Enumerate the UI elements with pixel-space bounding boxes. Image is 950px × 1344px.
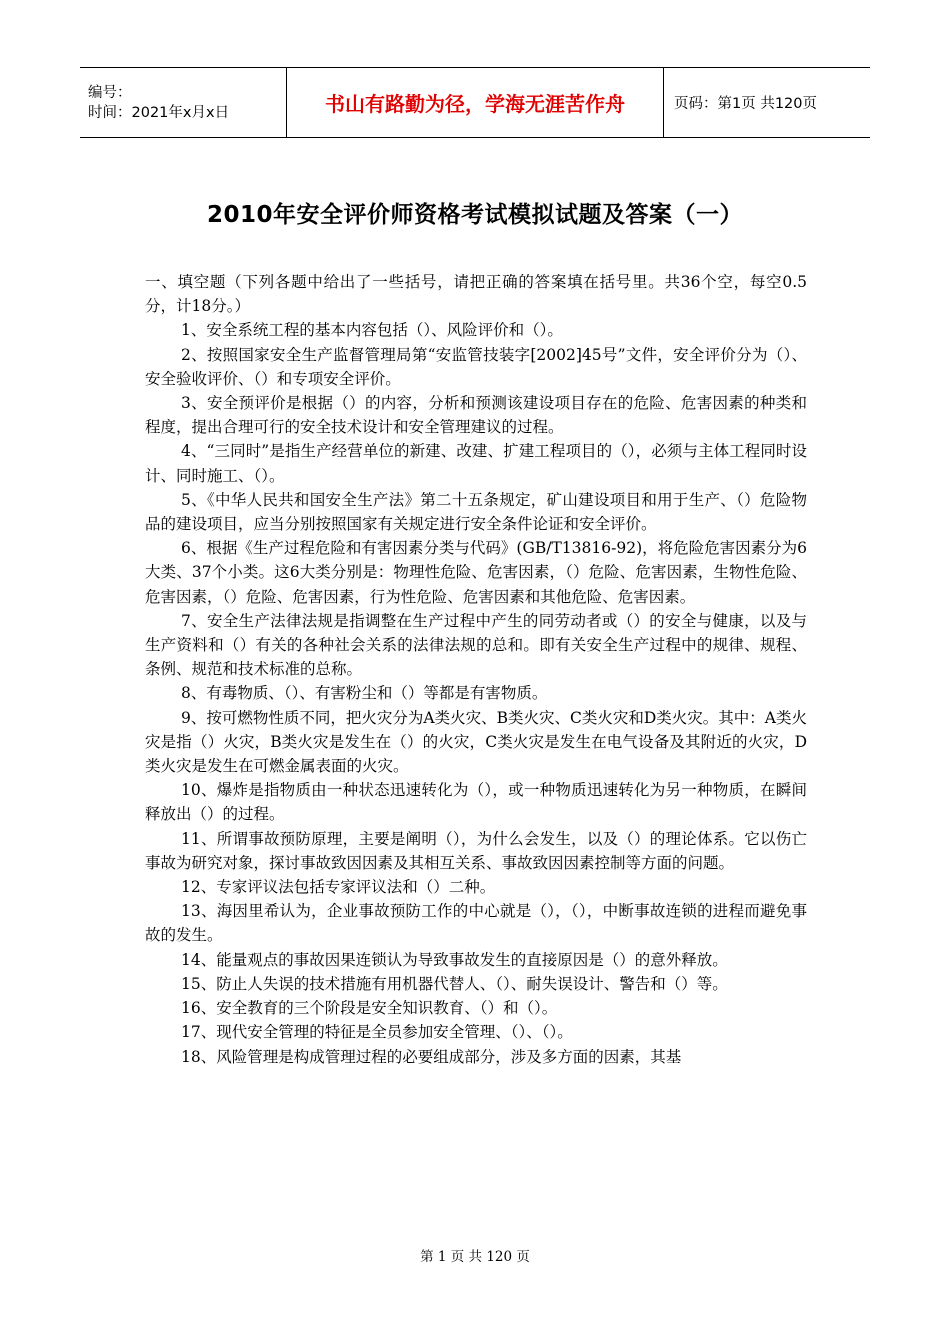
question-15: 15、防止人失误的技术措施有用机器代替人、（）、耐失误设计、警告和（）等。 bbox=[181, 974, 728, 993]
question-5: 5、《中华人民共和国安全生产法》第二十五条规定，矿山建设项目和用于生产、（）危险物品的建设项目，应当分别按照国家有关规定进行安全条件论证和安全评价。 bbox=[145, 490, 807, 534]
question-8: 8、有毒物质、（）、有害粉尘和（）等都是有害物质。 bbox=[181, 684, 548, 703]
question-4: 4、“三同时”是指生产经营单位的新建、改建、扩建工程项目的（），必须与主体工程同时设计、同时施工、（）。 bbox=[145, 442, 807, 485]
question-16: 16、安全教育的三个阶段是安全知识教育、（）和（）。 bbox=[181, 999, 558, 1018]
document-number-label: 编号： bbox=[88, 84, 132, 101]
document-body bbox=[145, 270, 807, 1069]
question-14: 14、能量观点的事故因果连锁认为导致事故发生的直接原因是（）的意外释放。 bbox=[181, 950, 728, 969]
document-date: 时间：2021年x月x日 bbox=[88, 104, 230, 121]
question-13: 13、海因里希认为，企业事故预防工作的中心就是（），（），中断事故连锁的进程而避免事故的发生。 bbox=[145, 902, 807, 945]
header-page-info: 页码：第1页 共120页 bbox=[674, 96, 818, 112]
header-motto-cell bbox=[287, 68, 664, 137]
header-meta bbox=[80, 68, 287, 137]
page-footer: 第 1 页 共 120 页 bbox=[420, 1249, 530, 1265]
document-header bbox=[80, 67, 870, 138]
question-12: 12、专家评议法包括专家评议法和（）二种。 bbox=[181, 878, 496, 897]
question-6: 6、根据《生产过程危险和有害因素分类与代码》(GB/T13816-92)，将危险危害因素分为6大类、37个小类。这6大类分别是：物理性危险、危害因素，（）危险、危害因素，生物性危险、危害因素，（）危险、危害因素，行为性危险、危害因素和其他危险、危害因素。 bbox=[145, 539, 807, 606]
section-heading: 一、填空题（下列各题中给出了一些括号，请把正确的答案填在括号里。共36个空，每空0.5分，计18分。） bbox=[145, 273, 807, 316]
header-page-cell bbox=[664, 68, 870, 137]
question-17: 17、现代安全管理的特征是全员参加安全管理、（）、（）。 bbox=[181, 1023, 573, 1042]
question-10: 10、爆炸是指物质由一种状态迅速转化为（），或一种物质迅速转化为另一种物质，在瞬间释放出（）的过程。 bbox=[145, 781, 807, 824]
question-9: 9、按可燃物性质不同，把火灾分为A类火灾、B类火灾、C类火灾和D类火灾。其中：A类火灾是指（）火灾，B类火灾是发生在（）的火灾，C类火灾是发生在电气设备及其附近的火灾，D类火灾是发生在可燃金属表面的火灾。 bbox=[145, 708, 807, 776]
document-title: 2010年安全评价师资格考试模拟试题及答案（一） bbox=[206, 202, 743, 228]
question-1: 1、安全系统工程的基本内容包括（）、风险评价和（）。 bbox=[181, 321, 563, 340]
question-2: 2、按照国家安全生产监督管理局第“安监管技装字[2002]45号”文件，安全评价分为（）、安全验收评价、（）和专项安全评价。 bbox=[145, 345, 807, 388]
question-3: 3、安全预评价是根据（）的内容，分析和预测该建设项目存在的危险、危害因素的种类和程度，提出合理可行的安全技术设计和安全管理建议的过程。 bbox=[145, 394, 807, 437]
question-7: 7、安全生产法律法规是指调整在生产过程中产生的同劳动者或（）的安全与健康，以及与生产资料和（）有关的各种社会关系的法律法规的总和。即有关安全生产过程中的规律、规程、条例、规范和技术标准的总称。 bbox=[145, 611, 807, 679]
question-18: 18、风险管理是构成管理过程的必要组成部分，涉及多方面的因素，其基 bbox=[181, 1047, 682, 1066]
header-motto: 书山有路勤为径，学海无涯苦作舟 bbox=[325, 92, 625, 116]
question-11: 11、所谓事故预防原理，主要是阐明（），为什么会发生，以及（）的理论体系。它以伤亡事故为研究对象，探讨事故致因因素及其相互关系、事故致因因素控制等方面的问题。 bbox=[145, 829, 807, 872]
